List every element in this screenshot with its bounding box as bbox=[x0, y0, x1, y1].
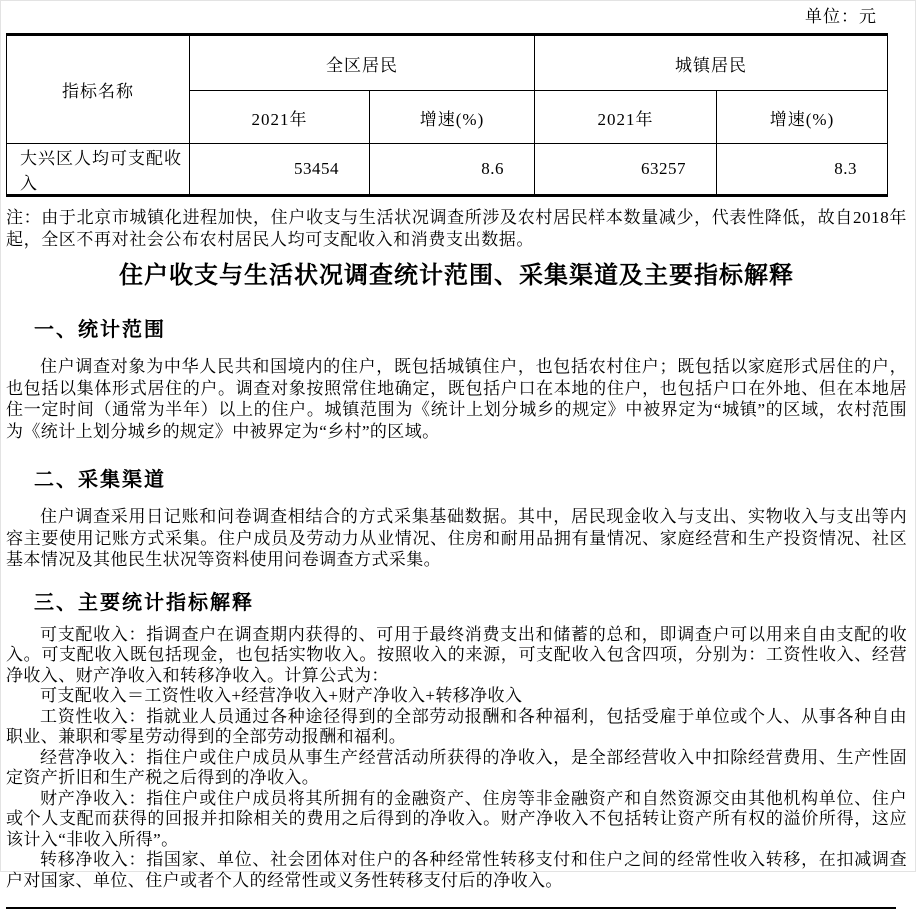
footnote-text: 注：由于北京市城镇化进程加快，住户收支与生活状况调查所涉及农村居民样本数量减少，代表性降低，故自2018年起，全区不再对社会公布农村居民人均可支配收入和消费支出数据。 bbox=[6, 208, 907, 249]
doc-title: 住户收支与生活状况调查统计范围、采集渠道及主要指标解释 bbox=[119, 262, 794, 289]
para-property-net-income: 财产净收入：指住户或住户成员将其所拥有的金融资产、住房等非金融资产和自然资源交由其他机构单位、住户或个人支配而获得的回报并扣除相关的费用之后得到的净收入。财产净收入不包括转让资产所有权的溢价所得，这应该计入“非收入所得”。 bbox=[6, 788, 907, 849]
income-table bbox=[6, 33, 888, 197]
section-2-paragraph: 住户调查采用日记账和问卷调查相结合的方式采集基础数据。其中，居民现金收入与支出、实物收入与支出等内容主要使用记账方式采集。住户成员及劳动力从业情况、住房和耐用品拥有量情况、家庭经营和生产投资情况、社区基本情况及其他民生状况等资料使用问卷调查方式采集。 bbox=[6, 507, 907, 569]
col-header-quanqu-2021: 2021年 bbox=[190, 91, 370, 144]
section-heading-3: 三、主要统计指标解释 bbox=[34, 591, 254, 614]
group-header-quanqu-jumin: 全区居民 bbox=[190, 35, 535, 91]
value-quanqu-2021: 53454 bbox=[190, 144, 370, 196]
row-indicator-label: 大兴区人均可支配收入 bbox=[7, 144, 190, 196]
para-operating-net-income: 经营净收入：指住户或住户成员从事生产经营活动所获得的净收入，是全部经营收入中扣除经营费用、生产性固定资产折旧和生产税之后得到的净收入。 bbox=[6, 747, 907, 787]
para-disposable-income: 可支配收入：指调查户在调查期内获得的、可用于最终消费支出和储蓄的总和，即调查户可以用来自由支配的收入。可支配收入既包括现金，也包括实物收入。按照收入的来源，可支配收入包含四项，分别为：工资性收入、经营净收入、财产净收入和转移净收入。计算公式为： bbox=[6, 624, 907, 685]
section-statistics-scope bbox=[6, 318, 907, 442]
section-1-paragraph: 住户调查对象为中华人民共和国境内的住户，既包括城镇住户，也包括农村住户；既包括以家庭形式居住的户，也包括以集体形式居住的户。调查对象按照常住地确定，既包括户口在本地的住户，也包括户口在外地、但在本地居住一定时间（通常为半年）以上的住户。城镇范围为《统计上划分城乡的规定》中被界定为“城镇”的区域，农村范围为《统计上划分城乡的规定》中被界定为“乡村”的区域。 bbox=[6, 357, 907, 441]
section-heading-2: 二、采集渠道 bbox=[34, 469, 166, 491]
section-indicator-explanations bbox=[6, 591, 907, 892]
value-chengzhen-2021: 63257 bbox=[535, 144, 717, 196]
col-header-chengzhen-2021: 2021年 bbox=[535, 91, 717, 144]
section-heading-1: 一、统计范围 bbox=[34, 319, 166, 341]
para-transfer-net-income: 转移净收入：指国家、单位、社会团体对住户的各种经常性转移支付和住户之间的经常性收入转移，在扣减调查户对国家、单位、住户或者个人的经常性或义务性转移支付后的净收入。 bbox=[6, 850, 907, 890]
value-quanqu-growth: 8.6 bbox=[370, 144, 535, 196]
value-chengzhen-growth: 8.3 bbox=[717, 144, 888, 196]
table-header-indicator: 指标名称 bbox=[7, 35, 190, 144]
formula-line: 可支配收入＝工资性收入+经营净收入+财产净收入+转移净收入 bbox=[40, 686, 523, 705]
col-header-quanqu-growth: 增速(%) bbox=[370, 91, 535, 144]
group-header-chengzhen-jumin: 城镇居民 bbox=[535, 35, 888, 91]
table-header-row-1 bbox=[7, 35, 888, 91]
section-collection-channels bbox=[6, 468, 907, 571]
table-row bbox=[7, 144, 888, 196]
para-wage-income: 工资性收入：指就业人员通过各种途径得到的全部劳动报酬和各种福利，包括受雇于单位或个人、从事各种自由职业、兼职和零星劳动得到的全部劳动报酬和福利。 bbox=[6, 706, 907, 746]
unit-label: 单位：元 bbox=[805, 7, 877, 26]
col-header-chengzhen-growth: 增速(%) bbox=[717, 91, 888, 144]
